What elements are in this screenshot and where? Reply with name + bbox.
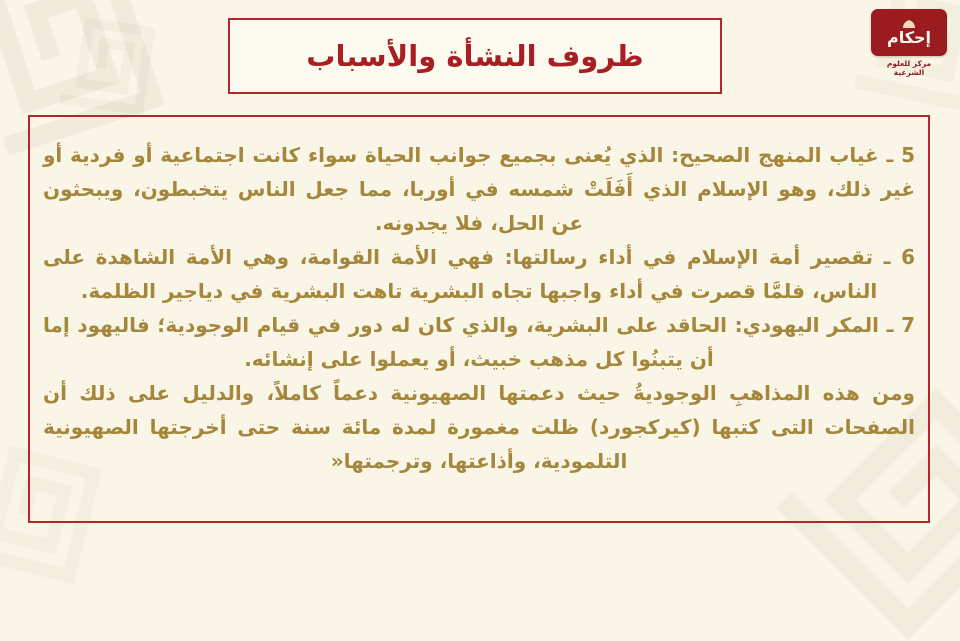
- kufic-ornament-top-left-secondary: [54, 14, 156, 116]
- dome-icon: [902, 20, 916, 28]
- body-paragraph-closing: ومن هذه المذاهبِ الوجوديةُ حيث دعمتها الصهيونية دعماً كاملاً، والدليل على ذلك أن الصفحات التى كتبها (كيركجورد) ظلت مغمورة لمدة مائة سنة حتى أخرجتها الصهيونية التلمودية، وأذاعتها، وترجمتها«: [43, 381, 915, 473]
- logo-subtitle: مركز للعلوم الشرعية: [886, 59, 932, 77]
- body-paragraph-7: 7 ـ المكر اليهودي: الحاقد على البشرية، والذي كان له دور في قيام الوجودية؛ فاليهود إما أن يتبنُوا كل مذهب خبيث، أو يعملوا على إنشائه.: [43, 313, 915, 371]
- body-paragraph-5: 5 ـ غياب المنهج الصحيح: الذي يُعنى بجميع جوانب الحياة سواء كانت اجتماعية أو فردية أو غير ذلك، وهو الإسلام الذي أَفَلَتْ شمسه في أوربا، مما جعل الناس يتخبطون، ويبحثون عن الحل، فلا يجدونه.: [43, 143, 915, 235]
- logo-badge: [871, 9, 947, 56]
- logo-wordmark: إحكام: [886, 27, 932, 47]
- slide-title: ظروف النشأة والأسباب: [306, 39, 644, 73]
- body-paragraph-6: 6 ـ تقصير أمة الإسلام في أداء رسالتها: فهي الأمة القوامة، وهي الأمة الشاهدة على الناس، فلمَّا قصرت في أداء واجبها تجاه البشرية تاهت البشرية في دياجير الظلمة.: [43, 245, 915, 303]
- title-box: [228, 18, 722, 94]
- ihkam-logo: [871, 9, 947, 77]
- content-box: [28, 115, 930, 523]
